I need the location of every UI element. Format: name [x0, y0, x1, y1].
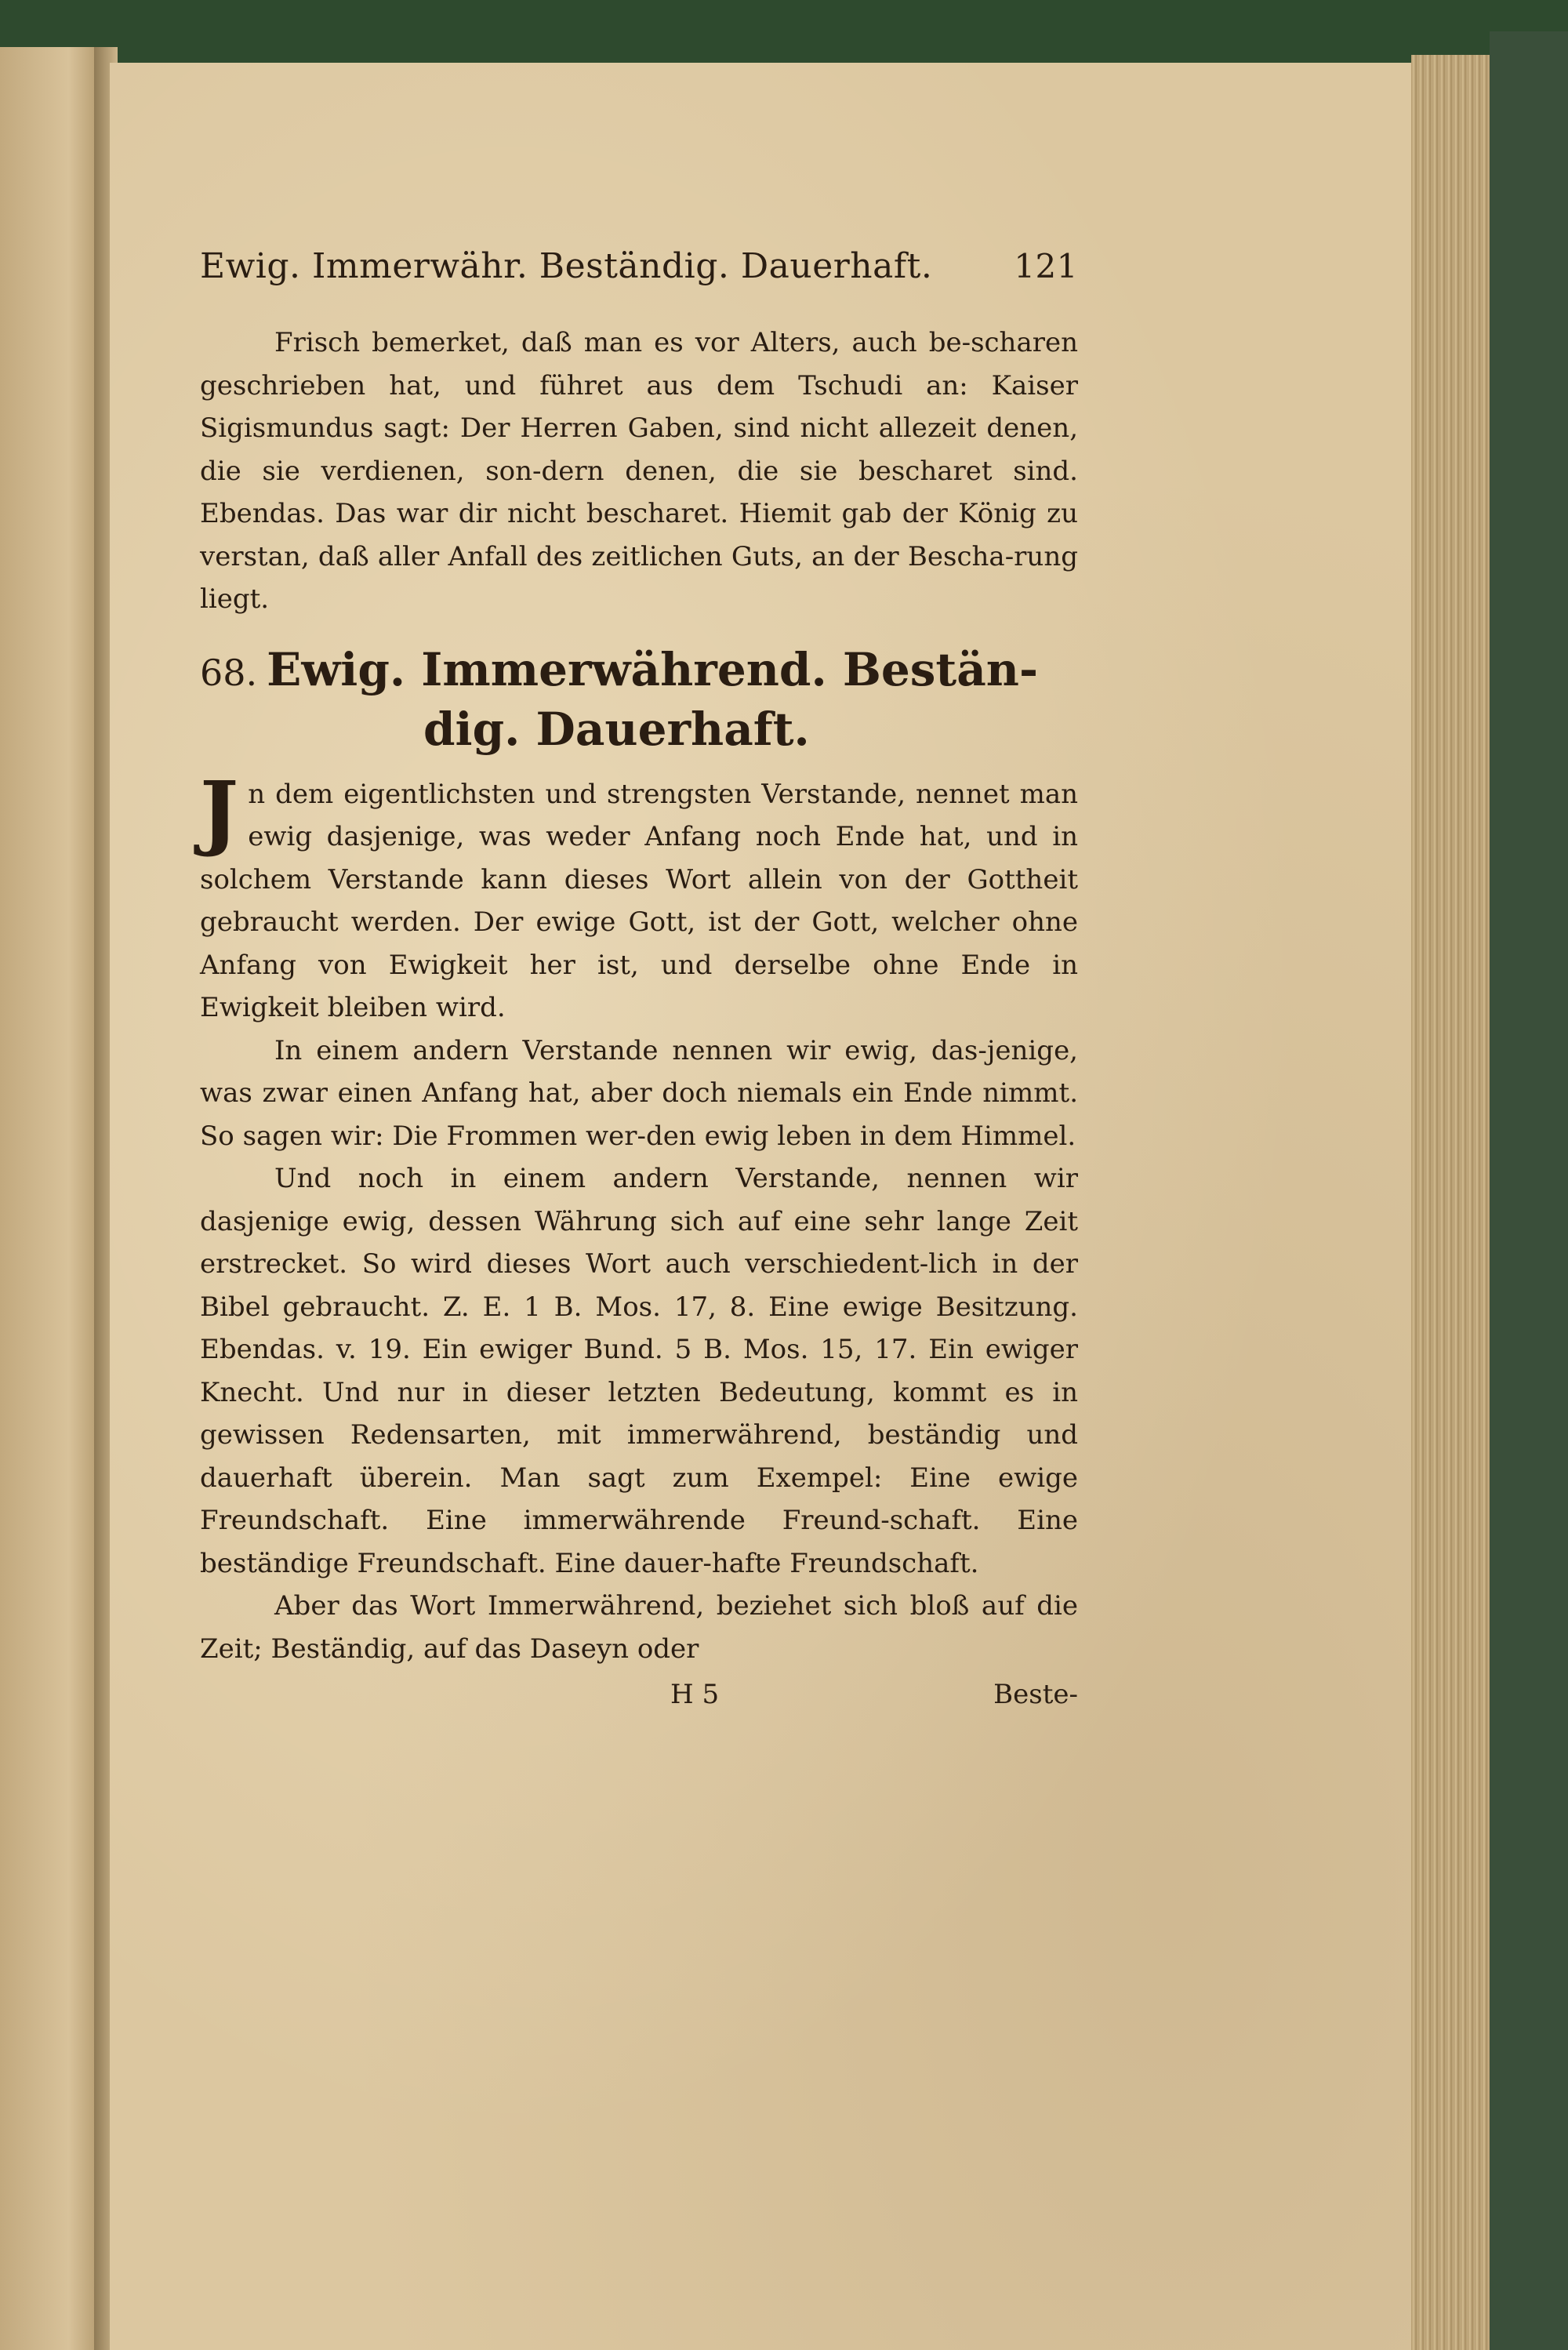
book-cover-edge	[1490, 31, 1568, 2350]
paragraph-eigentlichsten	[200, 762, 1078, 1030]
page-stack-edge	[1411, 55, 1497, 2350]
page-footer	[200, 1673, 1078, 1716]
section-number: 68.	[200, 651, 258, 694]
paragraph-immerwaehrend: Aber das Wort Immerwährend, beziehet sich bloß auf die Zeit; Beständig, auf das Daseyn oder	[200, 1590, 1078, 1665]
drop-cap: J	[200, 762, 239, 859]
paragraph-eigentlichsten-text: n dem eigentlichsten und strengsten Verstande, nennet man ewig dasjenige, was weder Anfang noch Ende hat, und in solchem Verstande kann dieses Wort allein von der Gottheit gebraucht werden. Der ewige Gott, ist der Gott, welcher ohne Anfang von Ewigkeit her ist, und derselbe ohne Ende in Ewigkeit bleiben wird.	[200, 778, 1078, 1023]
paragraph-frisch: Frisch bemerket, daß man es vor Alters, auch be-scharen geschrieben hat, und führet aus dem Tschudi an: Kaiser Sigismundus sagt: Der Herren Gaben, sind nicht allezeit denen, die sie verdienen, son-dern denen, die sie bescharet sind. Ebendas. Das war dir nicht bescharet. Hiemit gab der König zu verstan, daß aller Anfall des zeitlichen Guts, an der Bescha-rung liegt.	[200, 327, 1078, 615]
running-header	[200, 243, 1078, 290]
paragraph-andern-verstande: In einem andern Verstande nennen wir ewig, das-jenige, was zwar einen Anfang hat, aber doch niemals ein Ende nimmt. So sagen wir: Die Frommen wer-den ewig leben in dem Himmel.	[200, 1034, 1078, 1152]
page-text-block	[200, 243, 1078, 1716]
section-heading	[200, 641, 1078, 757]
signature-mark: H 5	[670, 1679, 720, 1710]
catchword: Beste-	[993, 1679, 1078, 1710]
paragraph-noch-andern: Und noch in einem andern Verstande, nennen wir dasjenige ewig, dessen Währung sich auf eine sehr lange Zeit erstrecket. So wird dieses Wort auch verschiedent-lich in der Bibel gebraucht. Z. E. 1 B. Mos. 17, 8. Eine ewige Besitzung. Ebendas. v. 19. Ein ewiger Bund. 5 B. Mos. 15, 17. Ein ewiger Knecht. Und nur in dieser letzten Bedeutung, kommt es in gewissen Redensarten, mit immerwährend, beständig und dauerhaft überein. Man sagt zum Exempel: Eine ewige Freundschaft. Eine immerwährende Freund-schaft. Eine beständige Freundschaft. Eine dauer-hafte Freundschaft.	[200, 1163, 1078, 1579]
page-number: 121	[1014, 247, 1078, 285]
facing-page-edge	[0, 47, 98, 2350]
section-title-line1: Ewig. Immerwährend. Bestän-	[267, 642, 1039, 696]
running-title: Ewig. Immerwähr. Beständig. Dauerhaft.	[200, 246, 933, 286]
section-title-line2: dig. Dauerhaft.	[423, 702, 810, 756]
